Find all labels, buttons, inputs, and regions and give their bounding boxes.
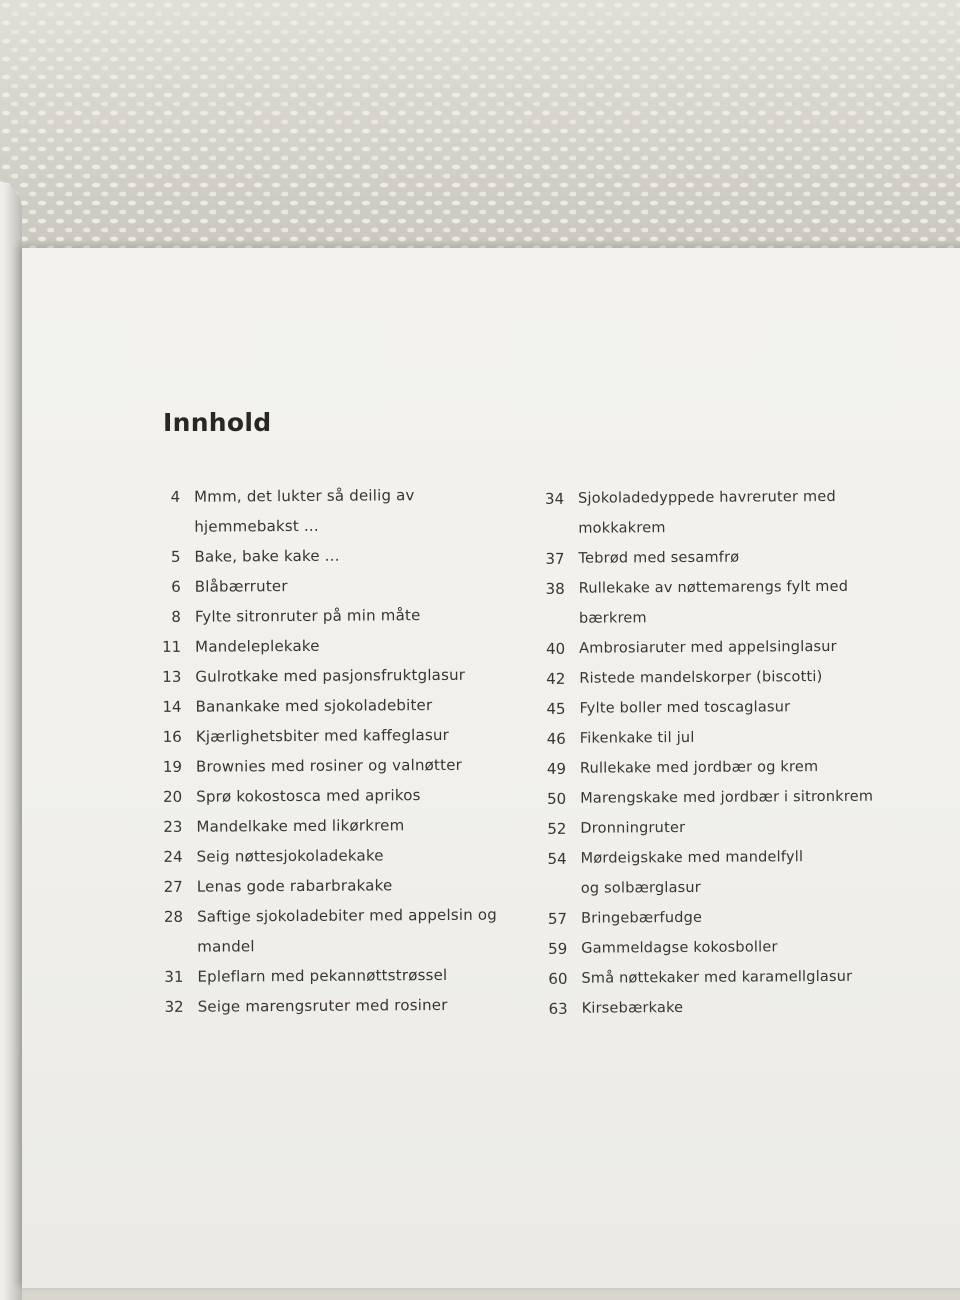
toc-entry-title <box>579 662 822 694</box>
toc-entry-line: Rullekake med jordbær og krem <box>579 759 819 777</box>
toc-entry <box>539 901 919 934</box>
toc-entry <box>538 781 918 814</box>
toc-page-number: 42 <box>546 669 566 688</box>
toc-page-number: 5 <box>170 547 181 566</box>
toc-entry-title <box>196 720 449 752</box>
toc-page-number: 8 <box>171 607 182 626</box>
toc-entry-line: Rullekake av nøttemarengs fylt med <box>578 578 849 597</box>
toc-entry-line: Saftige sjokoladebiter med appelsin og <box>196 905 498 926</box>
toc-entry <box>150 479 530 542</box>
toc-entry <box>536 481 916 544</box>
toc-entry-title <box>195 631 320 662</box>
toc-page-number: 31 <box>164 967 184 986</box>
toc-entry-title <box>197 960 447 992</box>
toc-entry <box>151 599 531 632</box>
toc-entry-line: Dronningruter <box>580 819 686 837</box>
toc-entry <box>539 841 919 904</box>
toc-entry-title <box>582 993 684 1024</box>
toc-entry-line: Lenas gode rabarbrakake <box>196 876 393 896</box>
toc-entry-title <box>579 692 790 723</box>
toc-entry-title <box>195 690 432 722</box>
toc-entry <box>153 959 533 992</box>
toc-page-number: 14 <box>162 697 182 716</box>
toc-entry-title <box>194 541 339 572</box>
toc-entry <box>537 661 917 694</box>
toc-page-number: 60 <box>548 969 568 988</box>
toc-entry-title <box>579 572 849 634</box>
toc-left-column <box>150 479 534 1022</box>
toc-page-number: 20 <box>163 787 183 806</box>
toc-page-number: 50 <box>547 789 567 808</box>
toc-entry-line: Fikenkake til jul <box>579 729 695 747</box>
toc-page-number: 40 <box>545 639 566 658</box>
toc-entry-line: Fylte sitronruter på min måte <box>194 606 421 626</box>
toc-page-number: 24 <box>163 847 183 866</box>
toc-entry-line: Små nøttekaker med karamellglasur <box>581 968 853 987</box>
toc-entry-title <box>580 752 819 784</box>
toc-entry-line: Epleflarn med pekannøttstrøssel <box>197 965 448 986</box>
previous-page-edge <box>0 180 22 1300</box>
toc-entry <box>151 659 531 692</box>
toc-page-number: 38 <box>545 579 565 598</box>
toc-entry <box>154 989 534 1022</box>
toc-entry-line: Gulrotkake med pasjonsfruktglasur <box>195 665 466 686</box>
toc-page-number: 45 <box>546 699 566 718</box>
toc-entry-title <box>198 990 448 1022</box>
toc-page-number: 19 <box>162 757 183 776</box>
toc-entry-line: Bake, bake kake ... <box>194 546 340 566</box>
toc-entry-title <box>197 840 384 871</box>
toc-entry-line: og solbærglasur <box>580 879 702 897</box>
toc-entry-title <box>581 903 702 934</box>
toc-entry <box>151 569 531 602</box>
toc-page-number: 57 <box>547 909 568 928</box>
toc-entry <box>536 541 916 574</box>
toc-entry-line: Mmm, det lukter så deilig av <box>194 486 415 506</box>
toc-page-number: 16 <box>162 727 182 746</box>
toc-entry-title <box>580 813 685 844</box>
toc-page-number: 37 <box>545 549 565 568</box>
toc-entry <box>152 719 532 752</box>
toc-entry-line: Seig nøttesjokoladekake <box>196 846 384 866</box>
toc-page-number: 13 <box>162 667 182 686</box>
toc-entry-line: Gammeldagse kokosboller <box>581 939 778 957</box>
toc-entry-line: Tebrød med sesamfrø <box>578 549 740 567</box>
toc-entry-line: Fylte boller med toscaglasur <box>579 699 791 717</box>
toc-entry-title <box>195 660 465 692</box>
toc-page-number: 34 <box>544 489 565 508</box>
toc-entry <box>537 631 917 664</box>
toc-entry-line: Kirsebærkake <box>581 999 684 1017</box>
toc-entry-line: Marengskake med jordbær i sitronkrem <box>580 788 874 807</box>
toc-page-number: 6 <box>171 577 181 596</box>
toc-entry-title <box>195 571 288 602</box>
fabric-background <box>0 0 960 260</box>
toc-entry-title <box>196 780 421 812</box>
toc-entry-line: Seige marengsruter med rosiner <box>197 995 448 1016</box>
toc-entry-title <box>195 600 421 632</box>
toc-page-number: 27 <box>163 877 183 896</box>
toc-entry <box>152 749 532 782</box>
toc-entry-title <box>580 723 695 754</box>
toc-entry <box>151 689 531 722</box>
toc-entry-title <box>581 932 778 963</box>
toc-entry-line: Ristede mandelskorper (biscotti) <box>579 669 823 687</box>
toc-entry <box>153 869 533 902</box>
toc-entry <box>153 899 533 962</box>
toc-page-number: 46 <box>546 729 566 748</box>
toc-entry-line: Banankake med sjokoladebiter <box>195 696 433 716</box>
toc-page-number: 11 <box>161 637 182 656</box>
toc-entry <box>537 571 917 634</box>
toc-entry-title <box>194 480 415 542</box>
toc-entry-title <box>196 750 462 782</box>
toc-entry-line: Sjokoladedyppede havreruter med <box>578 488 836 507</box>
toc-entry <box>539 961 919 994</box>
toc-entry <box>538 721 918 754</box>
toc-entry-title <box>580 782 873 814</box>
toc-page-number: 32 <box>164 997 184 1016</box>
toc-page-number: 54 <box>547 849 567 868</box>
toc-page-number: 28 <box>163 907 184 926</box>
toc-entry-title <box>578 482 836 544</box>
toc-entry-line: Blåbærruter <box>194 577 288 596</box>
toc-entry-line: mokkakrem <box>578 520 666 537</box>
toc-entry <box>150 539 530 572</box>
toc-entry-title <box>578 543 739 574</box>
toc-entry-line: Bringebærfudge <box>580 909 703 927</box>
toc-page-number: 59 <box>548 939 568 958</box>
toc-right-column <box>536 481 920 1024</box>
toc-page-number: 49 <box>546 759 567 778</box>
toc-entry-line: Kjærlighetsbiter med kaffeglasur <box>195 725 450 746</box>
toc-entry-line: bærkrem <box>578 610 647 627</box>
toc-entry-line: Sprø kokostosca med aprikos <box>196 786 421 806</box>
toc-entry-title <box>197 870 393 901</box>
toc-entry-line: Ambrosiaruter med appelsinglasur <box>579 638 837 657</box>
toc-entry-title <box>579 632 837 664</box>
toc-entry-line: hjemmebakst ... <box>194 516 319 536</box>
toc-entry-line: mandel <box>197 937 255 956</box>
toc-entry <box>151 629 531 662</box>
toc-entry-line: Brownies med rosiner og valnøtter <box>195 755 463 776</box>
toc-page-number: 52 <box>547 819 567 838</box>
page-title: Innhold <box>163 408 272 437</box>
toc-entry <box>152 809 532 842</box>
toc-entry-title <box>196 810 404 841</box>
toc-entry-title <box>197 900 497 962</box>
toc-entry-title <box>581 842 804 904</box>
toc-page-number: 23 <box>163 817 183 836</box>
toc-entry-line: Mandeleplekake <box>195 636 320 656</box>
toc-entry <box>152 779 532 812</box>
toc-entry <box>539 931 919 964</box>
toc-entry <box>537 691 917 724</box>
toc-entry <box>540 991 920 1024</box>
toc-entry <box>538 751 918 784</box>
toc-page-number: 63 <box>548 999 568 1018</box>
toc-entry-line: Mandelkake med likørkrem <box>196 816 405 836</box>
toc-entry <box>538 811 918 844</box>
toc-entry-title <box>581 962 852 994</box>
toc-page-number: 4 <box>170 487 181 506</box>
toc-entry <box>153 839 533 872</box>
toc-entry-line: Mørdeigskake med mandelfyll <box>580 849 804 867</box>
